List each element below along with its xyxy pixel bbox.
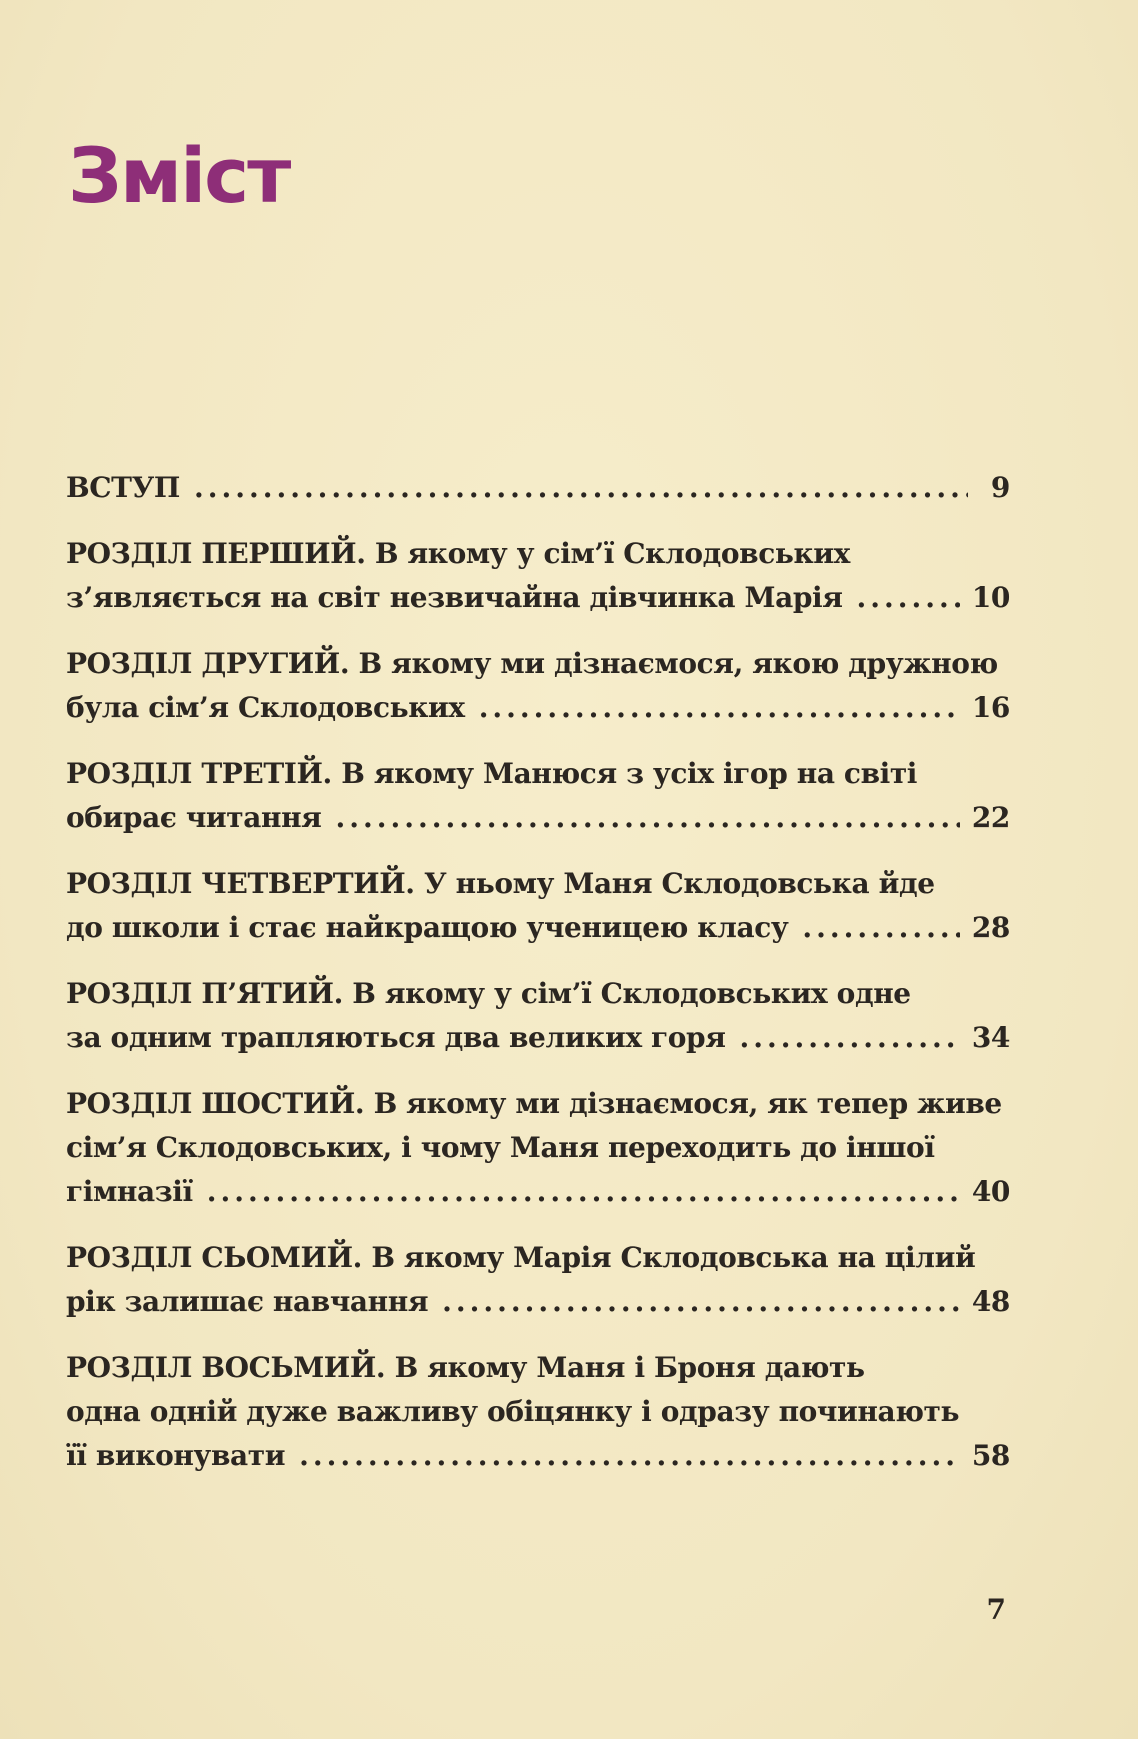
- toc-entry-line: РОЗДІЛ ДРУГИЙ. В якому ми дізнаємося, якою дружною: [66, 647, 998, 680]
- toc-page-number: 34: [971, 1021, 1010, 1054]
- toc-entry-last-line: [66, 466, 1010, 510]
- toc-entry-text: її виконувати: [66, 1439, 286, 1472]
- toc-entry-text: рік залишає навчання: [66, 1285, 429, 1318]
- toc-entry-line: РОЗДІЛ ТРЕТІЙ. В якому Манюся з усіх ігор на світі: [66, 757, 918, 790]
- toc-entry-last-line: [66, 1434, 1010, 1478]
- dot-leader: [335, 796, 959, 840]
- dot-leader: [739, 1016, 959, 1060]
- dot-leader: [207, 1170, 960, 1214]
- toc-entry-last-line: [66, 1016, 1010, 1060]
- dot-leader: [857, 576, 960, 620]
- toc-entry-last-line: [66, 576, 1010, 620]
- toc-entry-line: сім’я Склодовських, і чому Маня переходить до іншої: [66, 1131, 935, 1164]
- dot-leader: [802, 906, 959, 950]
- toc-page-number: 16: [971, 691, 1010, 724]
- table-of-contents: [66, 466, 1010, 1500]
- toc-entry: [66, 1082, 1010, 1214]
- toc-page-number: 40: [971, 1175, 1010, 1208]
- dot-leader: [479, 686, 960, 730]
- toc-entry-last-line: [66, 1170, 1010, 1214]
- toc-entry-text: обирає читання: [66, 801, 322, 834]
- toc-page-number: 58: [971, 1439, 1010, 1472]
- toc-entry-text: ВСТУП: [66, 471, 180, 504]
- toc-page-number: 10: [971, 581, 1010, 614]
- dot-leader: [442, 1280, 960, 1324]
- toc-entry: [66, 642, 1010, 730]
- toc-entry-text: гімназії: [66, 1175, 193, 1208]
- page-title: Зміст: [68, 131, 290, 220]
- toc-entry-last-line: [66, 796, 1010, 840]
- toc-entry: [66, 532, 1010, 620]
- toc-entry-line: РОЗДІЛ ВОСЬМИЙ. В якому Маня і Броня дають: [66, 1351, 865, 1384]
- toc-entry: [66, 1236, 1010, 1324]
- toc-entry-line: одна одній дуже важливу обіцянку і одразу починають: [66, 1395, 960, 1428]
- toc-entry-line: РОЗДІЛ СЬОМИЙ. В якому Марія Склодовська на цілий: [66, 1241, 976, 1274]
- toc-entry-text: до школи і стає найкращою ученицею класу: [66, 911, 789, 944]
- toc-page-number: 28: [971, 911, 1010, 944]
- toc-entry-line: РОЗДІЛ ПЕРШИЙ. В якому у сім’ї Склодовських: [66, 537, 850, 570]
- toc-entry-line: РОЗДІЛ П’ЯТИЙ. В якому у сім’ї Склодовських одне: [66, 977, 911, 1010]
- toc-entry-text: з’являється на світ незвичайна дівчинка Марія: [66, 581, 843, 614]
- toc-entry-last-line: [66, 1280, 1010, 1324]
- toc-entry-line: РОЗДІЛ ЧЕТВЕРТИЙ. У ньому Маня Склодовська йде: [66, 867, 935, 900]
- toc-page-number: 48: [971, 1285, 1010, 1318]
- toc-entry: [66, 862, 1010, 950]
- dot-leader: [299, 1434, 960, 1478]
- page-number: 7: [986, 1593, 1006, 1626]
- toc-entry: [66, 972, 1010, 1060]
- toc-entry: [66, 1346, 1010, 1478]
- toc-entry: [66, 466, 1010, 510]
- dot-leader: [194, 466, 968, 510]
- toc-entry-text: була сім’я Склодовських: [66, 691, 465, 724]
- toc-page-number: 9: [990, 471, 1010, 504]
- toc-entry-last-line: [66, 906, 1010, 950]
- toc-page-number: 22: [971, 801, 1010, 834]
- toc-entry: [66, 752, 1010, 840]
- toc-entry-text: за одним трапляються два великих горя: [66, 1021, 726, 1054]
- toc-entry-last-line: [66, 686, 1010, 730]
- toc-entry-line: РОЗДІЛ ШОСТИЙ. В якому ми дізнаємося, як тепер живе: [66, 1087, 1002, 1120]
